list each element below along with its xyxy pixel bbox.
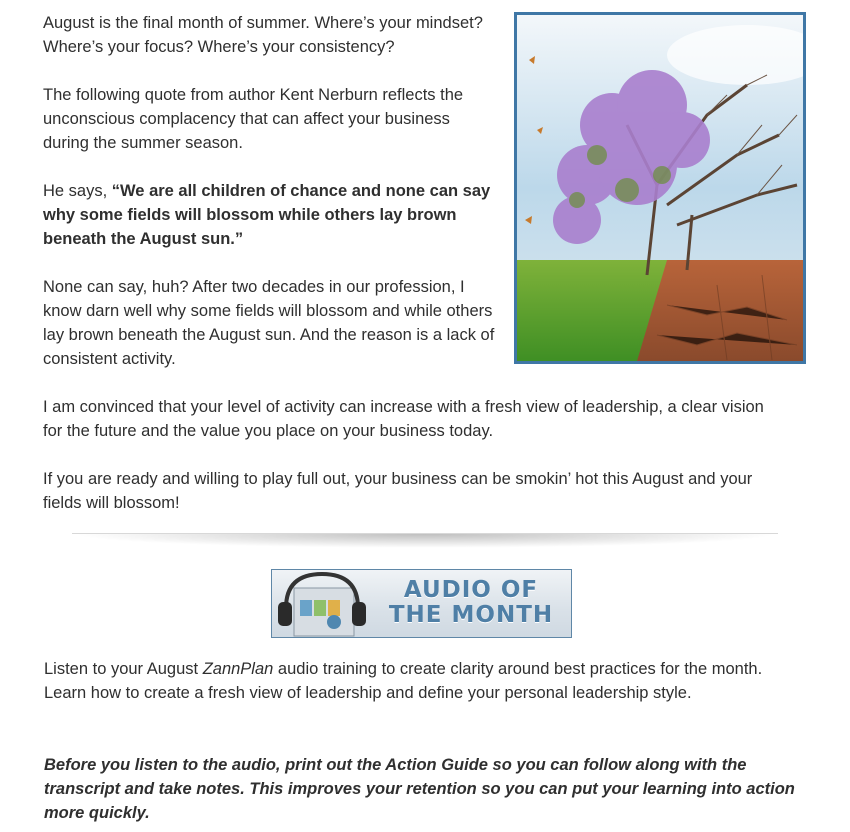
activity-paragraph: I am convinced that your level of activity can increase with a fresh view of leadership, a clear vision for the future and the value you place on your business today.: [43, 398, 764, 440]
tree-illustration: [517, 15, 803, 361]
audio-intro-paragraph: [44, 657, 784, 705]
quote-prefix: He says,: [43, 182, 112, 200]
banner-line-2: THE MONTH: [388, 602, 554, 628]
seasonal-tree-image: [514, 12, 806, 364]
response-paragraph: None can say, huh? After two decades in our profession, I know darn well why some fields will blossom and while others lay brown beneath the August sun. And the reason is a lack of consistent activity.: [43, 278, 495, 368]
action-guide-instruction: Before you listen to the audio, print out the Action Guide so you can follow along with the transcript and take notes. This improves your retention so you can put your learning into action more quickly.: [44, 756, 795, 822]
kent-nerburn-quote: “We are all children of chance and none can say why some fields will blossom while others lay brown beneath the August sun.”: [43, 182, 491, 248]
audio-banner-title: [376, 578, 566, 628]
headphones-cd-icon: [272, 570, 372, 639]
section-divider: [72, 533, 778, 548]
closing-paragraph: If you are ready and willing to play full out, your business can be smokin’ hot this August and your fields will blossom!: [43, 470, 753, 512]
zannplan-brand: ZannPlan: [202, 660, 274, 678]
banner-line-1: AUDIO OF: [403, 577, 539, 603]
audio-of-the-month-banner[interactable]: [271, 569, 572, 638]
audio-intro-suffix: audio training to create clarity around best practices for the month. Learn how to create a fresh view of leadership and define your personal leadership style.: [44, 660, 763, 702]
intro-paragraph: August is the final month of summer. Where’s your mindset? Where’s your focus? Where’s your consistency?: [43, 14, 483, 56]
audio-intro-prefix: Listen to your August: [44, 660, 203, 678]
quote-intro-paragraph: The following quote from author Kent Nerburn reflects the unconscious complacency that can affect your business during the summer season.: [43, 86, 464, 152]
quote-paragraph: [43, 179, 513, 251]
